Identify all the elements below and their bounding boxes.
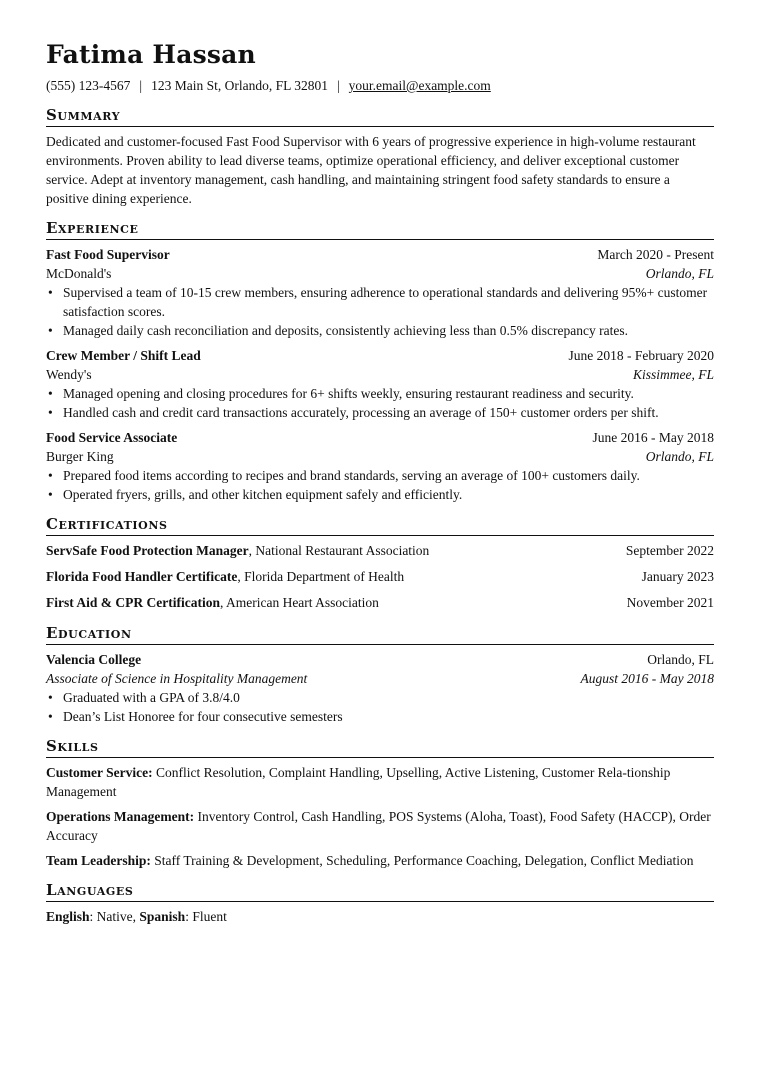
education-entry [46,650,714,726]
section-title-experience: Experience [46,219,714,240]
list-item: • Graduated with a GPA of 3.8/4.0 [46,688,714,707]
skill-text: Inventory Control, Cash Handling, POS Systems (Aloha, Toast), Food Safety (HACCP), Order Accuracy [46,809,711,843]
list-item: • Managed daily cash reconciliation and deposits, consistently achieving less than 0.5% discrepancy rates. [46,321,714,340]
certifications-list [46,541,714,613]
certification-issuer: , National Restaurant Association [248,543,430,558]
job-dates: June 2018 - February 2020 [568,348,714,363]
candidate-name: Fatima Hassan [46,40,256,69]
job-bullets [46,384,714,422]
company-name: Burger King [46,449,114,464]
skill-text: Conflict Resolution, Complaint Handling, Upselling, Active Listening, Customer Rela-tionship Management [46,765,671,799]
job-location: Kissimmee, FL [633,367,714,382]
job-location: Orlando, FL [645,266,714,281]
skill-label: Operations Management: [46,809,195,824]
list-item: • Handled cash and credit card transactions accurately, processing an average of 150+ customer orders per shift. [46,403,714,422]
languages-line [46,907,714,926]
certification-issuer: , Florida Department of Health [237,569,405,584]
list-item: • Prepared food items according to recipes and brand standards, serving an average of 100+ customers daily. [46,466,714,485]
school-name: Valencia College [46,652,142,667]
certification-issuer: , American Heart Association [219,595,379,610]
experience-section [46,219,714,504]
company-name: McDonald's [46,266,112,281]
section-title-skills: Skills [46,737,714,758]
language-name: Spanish [139,909,186,924]
job-title: Food Service Associate [46,430,178,445]
languages-section [46,881,714,926]
job-entry [46,346,714,422]
company-name: Wendy's [46,367,92,382]
certification-date: January 2023 [641,569,714,584]
contact-line [46,77,714,95]
list-item: • Dean’s List Honoree for four consecutive semesters [46,707,714,726]
language-level: : Fluent [185,909,227,924]
job-entry [46,428,714,504]
job-dates: June 2016 - May 2018 [592,430,714,445]
address: 123 Main St, Orlando, FL 32801 [151,78,328,93]
job-location: Orlando, FL [645,449,714,464]
language-level: : Native [89,909,133,924]
list-item: • Managed opening and closing procedures for 6+ shifts weekly, ensuring restaurant readiness and security. [46,384,714,403]
summary-text: Dedicated and customer-focused Fast Food Supervisor with 6 years of progressive experience in high-volume restaurant environments. Proven ability to lead diverse teams, optimize operational efficiency, and deliver exceptional customer service. Adept at inventory management, cash handling, and maintaining stringent food safety standards to ensure a positive dining experience. [46,134,696,206]
section-title-education: Education [46,624,714,645]
list-item: • Supervised a team of 10-15 crew members, ensuring adherence to operational standards and delivering 95%+ customer satisfaction scores. [46,283,714,321]
job-entry [46,245,714,340]
resume-page [46,40,714,926]
section-title-certifications: Certifications [46,515,714,536]
section-title-summary: Summary [46,106,714,127]
certification-name: Florida Food Handler Certificate [46,569,238,584]
summary-section [46,106,714,208]
skills-section [46,737,714,870]
list-item: • Operated fryers, grills, and other kitchen equipment safely and efficiently. [46,485,714,504]
contact-separator: | [139,78,143,93]
job-title: Crew Member / Shift Lead [46,348,201,363]
job-title: Fast Food Supervisor [46,247,170,262]
school-location: Orlando, FL [647,652,714,667]
contact-separator: | [336,78,340,93]
certification-date: November 2021 [626,595,714,610]
skill-group [46,851,714,870]
skill-label: Customer Service: [46,765,153,780]
skills-list [46,763,714,870]
skill-label: Team Leadership: [46,853,151,868]
certification-row [46,541,714,561]
section-title-languages: Languages [46,881,714,902]
education-dates: August 2016 - May 2018 [580,671,714,686]
certification-name: First Aid & CPR Certification [46,595,220,610]
certification-name: ServSafe Food Protection Manager [46,543,249,558]
language-name: English [46,909,90,924]
degree-name: Associate of Science in Hospitality Management [46,671,308,686]
skill-text: Staff Training & Development, Scheduling, Performance Coaching, Delegation, Conflict Mediation [150,853,694,868]
education-section [46,624,714,726]
skill-group [46,763,714,801]
education-bullets [46,688,714,726]
experience-list [46,245,714,504]
certification-row [46,593,714,613]
job-bullets [46,283,714,340]
certifications-section [46,515,714,613]
email-link[interactable]: your.email@example.com [348,78,491,93]
certification-row [46,567,714,587]
job-bullets [46,466,714,504]
language-joiner: , [132,909,140,924]
skill-group [46,807,714,845]
certification-date: September 2022 [625,543,714,558]
phone-number: (555) 123-4567 [46,78,131,93]
job-dates: March 2020 - Present [597,247,714,262]
